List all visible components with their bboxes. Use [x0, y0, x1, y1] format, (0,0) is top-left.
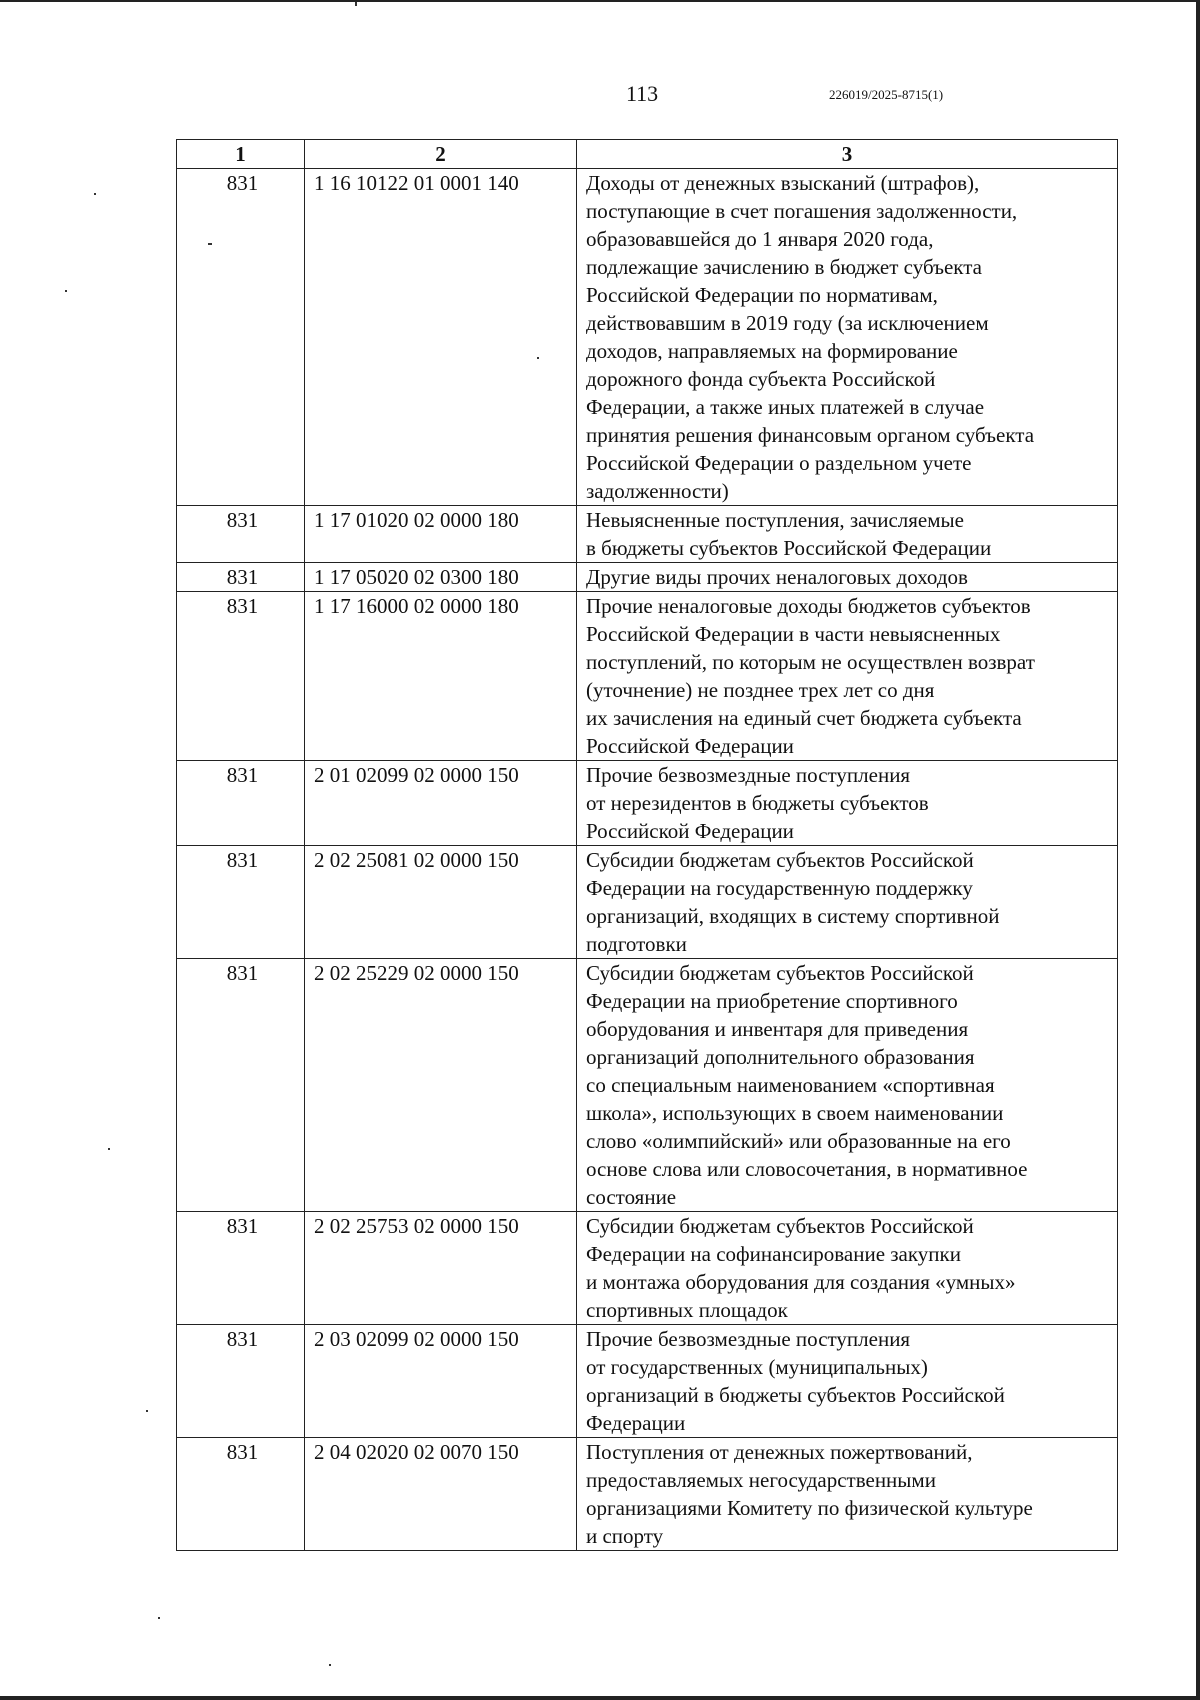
- income-code-cell: 1 17 16000 02 0000 180: [305, 592, 577, 761]
- table-row: [177, 169, 1118, 506]
- income-code-cell: 2 02 25081 02 0000 150: [305, 846, 577, 959]
- column-header-3: 3: [577, 140, 1118, 169]
- scan-speck: [158, 1617, 160, 1619]
- income-name-cell: Доходы от денежных взысканий (штрафов), поступающие в счет погашения задолженности, образовавшейся до 1 января 2020 года, подлежащие зачислению в бюджет субъекта Российской Федерации по нормативам, действовавшим в 2019 году (за исключением доходов, направляемых на формирование дорожного фонда субъекта Российской Федерации, а также иных платежей в случае принятия решения финансовым органом субъекта Российской Федерации о раздельном учете задолженности): [577, 169, 1118, 506]
- admin-code-cell: 831: [177, 563, 305, 592]
- income-name-cell: Прочие безвозмездные поступления от государственных (муниципальных) организаций в бюджеты субъектов Российской Федерации: [577, 1325, 1118, 1438]
- admin-code-cell: 831: [177, 169, 305, 506]
- scan-speck: [65, 290, 67, 292]
- admin-code-cell: 831: [177, 592, 305, 761]
- income-code-cell: 1 17 05020 02 0300 180: [305, 563, 577, 592]
- table-header-row: [177, 140, 1118, 169]
- table-row: [177, 959, 1118, 1212]
- table-row: [177, 1212, 1118, 1325]
- income-code-cell: 2 03 02099 02 0000 150: [305, 1325, 577, 1438]
- scan-speck: [329, 1664, 331, 1666]
- admin-code-cell: 831: [177, 959, 305, 1212]
- income-name-cell: Поступления от денежных пожертвований, предоставляемых негосударственными организациями Комитету по физической культуре и спорту: [577, 1438, 1118, 1551]
- table-row: [177, 846, 1118, 959]
- income-code-cell: 2 01 02099 02 0000 150: [305, 761, 577, 846]
- table-row: [177, 1438, 1118, 1551]
- income-code-cell: 1 16 10122 01 0001 140: [305, 169, 577, 506]
- admin-code-cell: 831: [177, 1325, 305, 1438]
- income-code-cell: 2 02 25229 02 0000 150: [305, 959, 577, 1212]
- scan-speck: [537, 357, 539, 359]
- table-row: [177, 1325, 1118, 1438]
- scan-speck: [108, 1148, 110, 1150]
- column-header-2: 2: [305, 140, 577, 169]
- table-row: [177, 506, 1118, 563]
- income-name-cell: Прочие безвозмездные поступления от нерезидентов в бюджеты субъектов Российской Федерации: [577, 761, 1118, 846]
- admin-code-cell: 831: [177, 1438, 305, 1551]
- admin-code-cell: 831: [177, 761, 305, 846]
- admin-code-cell: 831: [177, 846, 305, 959]
- table-row: [177, 563, 1118, 592]
- income-code-cell: 2 04 02020 02 0070 150: [305, 1438, 577, 1551]
- income-name-cell: Прочие неналоговые доходы бюджетов субъектов Российской Федерации в части невыясненных поступлений, по которым не осуществлен возврат (уточнение) не позднее трех лет со дня их зачисления на единый счет бюджета субъекта Российской Федерации: [577, 592, 1118, 761]
- scan-speck: [146, 1410, 148, 1412]
- income-name-cell: Субсидии бюджетам субъектов Российской Федерации на государственную поддержку организаций, входящих в систему спортивной подготовки: [577, 846, 1118, 959]
- income-code-cell: 1 17 01020 02 0000 180: [305, 506, 577, 563]
- income-name-cell: Невыясненные поступления, зачисляемые в бюджеты субъектов Российской Федерации: [577, 506, 1118, 563]
- scan-speck: [208, 243, 212, 245]
- scan-speck: [355, 2, 357, 6]
- income-name-cell: Другие виды прочих неналоговых доходов: [577, 563, 1118, 592]
- column-header-1: 1: [177, 140, 305, 169]
- income-codes-table: [176, 139, 1118, 1551]
- document-id: 226019/2025-8715(1): [829, 87, 944, 102]
- income-code-cell: 2 02 25753 02 0000 150: [305, 1212, 577, 1325]
- table-row: [177, 761, 1118, 846]
- income-name-cell: Субсидии бюджетам субъектов Российской Федерации на софинансирование закупки и монтажа оборудования для создания «умных» спортивных площадок: [577, 1212, 1118, 1325]
- income-name-cell: Субсидии бюджетам субъектов Российской Федерации на приобретение спортивного оборудования и инвентаря для приведения организаций дополнительного образования со специальным наименованием «спортивная школа», использующих в своем наименовании слово «олимпийский» или образованные на его основе слова или словосочетания, в нормативное состояние: [577, 959, 1118, 1212]
- table-row: [177, 592, 1118, 761]
- scan-speck: [94, 193, 96, 195]
- page-number: 113: [626, 81, 659, 106]
- admin-code-cell: 831: [177, 1212, 305, 1325]
- admin-code-cell: 831: [177, 506, 305, 563]
